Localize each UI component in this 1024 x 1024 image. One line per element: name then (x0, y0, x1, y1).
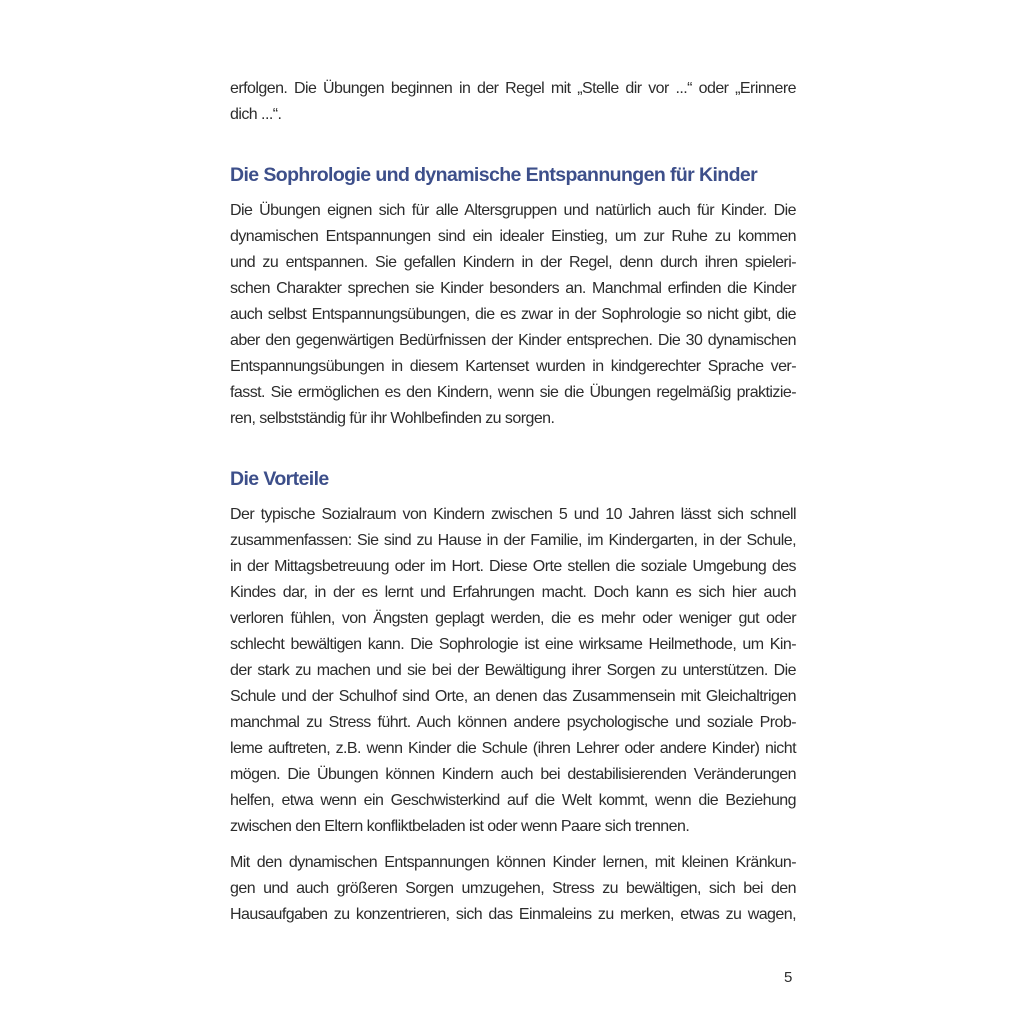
text-line: schen Charakter sprechen sie Kinder besonders an. Manchmal erfinden die Kinder (230, 280, 796, 297)
body-paragraph (230, 198, 796, 432)
text-line: aber den gegenwärtigen Bedürfnissen der Kinder entsprechen. Die 30 dynamischen (230, 332, 796, 349)
text-line: dich ...“. (230, 106, 282, 123)
text-line: mögen. Die Übungen können Kindern auch bei destabilisierenden Veränderungen (230, 766, 796, 783)
text-line: Der typische Sozialraum von Kindern zwischen 5 und 10 Jahren lässt sich schnell (230, 506, 796, 523)
text-line: erfolgen. Die Übungen beginnen in der Regel mit „Stelle dir vor ...“ oder „Erinnere (230, 80, 796, 97)
text-line: in der Mittagsbetreuung oder im Hort. Diese Orte stellen die soziale Umgebung des (230, 558, 796, 575)
text-line: und zu entspannen. Sie gefallen Kindern in der Regel, denn durch ihren spieleri- (230, 254, 796, 271)
text-line: Mit den dynamischen Entspannungen können Kinder lernen, mit kleinen Kränkun- (230, 854, 796, 871)
text-line: zwischen den Eltern konfliktbeladen ist oder wenn Paare sich trennen. (230, 818, 690, 835)
body-paragraph (230, 850, 796, 928)
section-heading: Die Vorteile (230, 468, 329, 490)
text-line: zusammenfassen: Sie sind zu Hause in der Familie, im Kindergarten, in der Schule, (230, 532, 796, 549)
page-content (230, 76, 796, 928)
text-line: Die Übungen eignen sich für alle Altersgruppen und natürlich auch für Kinder. Die (230, 202, 796, 219)
text-line: schlecht bewältigen kann. Die Sophrologie ist eine wirksame Heilmethode, um Kin- (230, 636, 796, 653)
text-line: helfen, etwa wenn ein Geschwisterkind auf die Welt kommt, wenn die Beziehung (230, 792, 796, 809)
text-line: ren, selbstständig für ihr Wohlbefinden zu sorgen. (230, 410, 555, 427)
text-line: fasst. Sie ermöglichen es den Kindern, wenn sie die Übungen regelmäßig praktizie- (230, 384, 796, 401)
body-paragraph (230, 502, 796, 840)
text-line: der stark zu machen und sie bei der Bewältigung ihrer Sorgen zu unterstützen. Die (230, 662, 796, 679)
text-line: Entspannungsübungen in diesem Kartenset wurden in kindgerechter Sprache ver- (230, 358, 796, 375)
intro-paragraph (230, 76, 796, 128)
text-line: Kindes dar, in der es lernt und Erfahrungen macht. Doch kann es sich hier auch (230, 584, 796, 601)
text-line: verloren fühlen, von Ängsten geplagt werden, die es mehr oder weniger gut oder (230, 610, 796, 627)
text-line: leme auftreten, z.B. wenn Kinder die Schule (ihren Lehrer oder andere Kinder) nicht (230, 740, 796, 757)
page-number: 5 (784, 969, 793, 986)
text-line: gen und auch größeren Sorgen umzugehen, Stress zu bewältigen, sich bei den (230, 880, 796, 897)
text-line: dynamischen Entspannungen sind ein idealer Einstieg, um zur Ruhe zu kommen (230, 228, 796, 245)
text-line: auch selbst Entspannungsübungen, die es zwar in der Sophrologie so nicht gibt, die (230, 306, 796, 323)
text-line: manchmal zu Stress führt. Auch können andere psychologische und soziale Prob- (230, 714, 796, 731)
text-line: Schule und der Schulhof sind Orte, an denen das Zusammensein mit Gleichaltrigen (230, 688, 796, 705)
text-line: Hausaufgaben zu konzentrieren, sich das Einmaleins zu merken, etwas zu wagen, (230, 906, 796, 923)
section-heading: Die Sophrologie und dynamische Entspannungen für Kinder (230, 164, 758, 186)
